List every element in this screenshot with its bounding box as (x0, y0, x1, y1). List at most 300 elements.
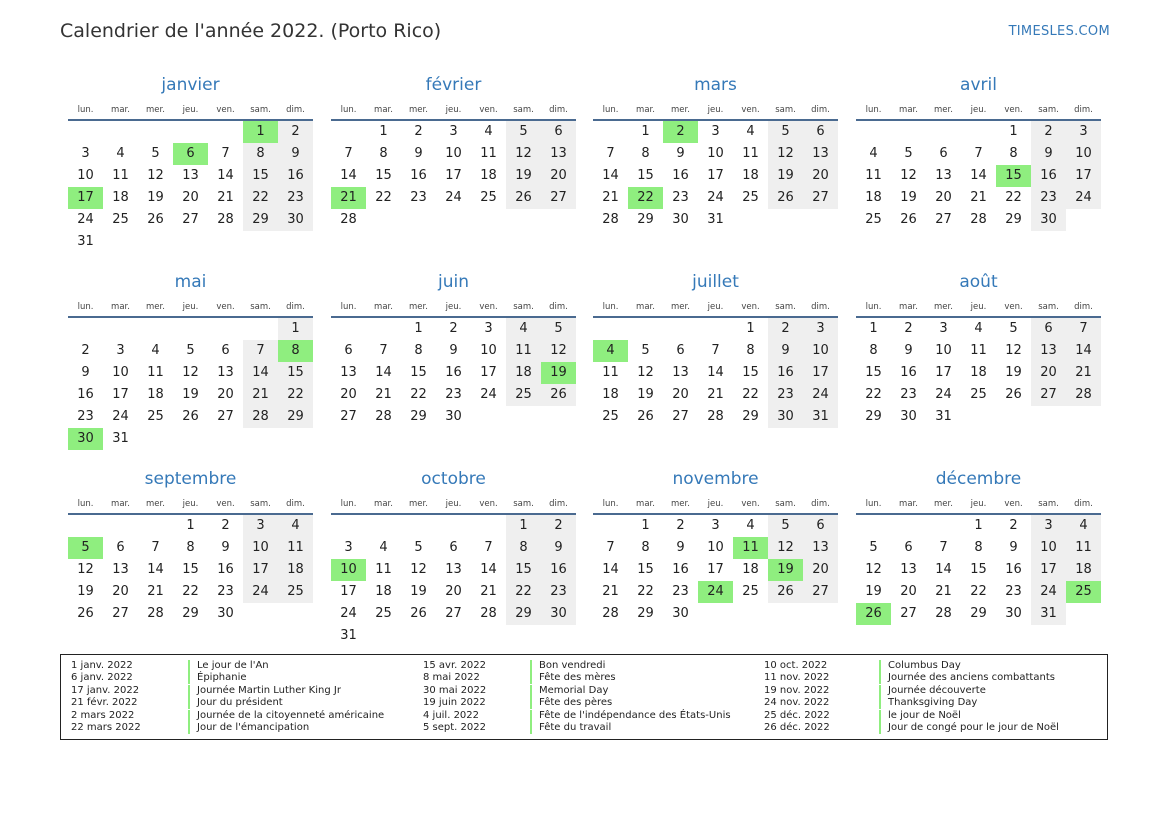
day-cell: 31 (77, 234, 94, 249)
day-cell: 15 (637, 562, 654, 577)
month-name: février (425, 75, 482, 95)
legend-date: 11 nov. 2022 (764, 672, 830, 684)
day-cell: 13 (900, 562, 917, 577)
day-cell: 3 (81, 146, 90, 161)
day-cell: 19 (77, 584, 94, 599)
legend-holiday-name: Fête de l'indépendance des États-Unis (530, 710, 731, 722)
day-cell: 6 (449, 540, 458, 555)
day-cell: 1 (974, 518, 983, 533)
legend-holiday-name: Le jour de l'An (188, 660, 269, 672)
weekday-label: ven. (479, 302, 498, 312)
day-cell: 15 (637, 168, 654, 183)
weekday-label: mer. (146, 105, 165, 115)
day-cell: 4 (278, 515, 313, 537)
day-cell: 28 (217, 212, 234, 227)
day-cell: 21 (970, 190, 987, 205)
weekday-label: sam. (250, 499, 271, 509)
day-cell: 15 (742, 365, 759, 380)
day-cell: 18 (112, 190, 129, 205)
weekday-label: mar. (111, 499, 130, 509)
weekday-label: jeu. (707, 302, 724, 312)
day-cell: 26 (506, 187, 541, 209)
day-cell: 21 (1066, 362, 1101, 384)
day-cell: 31 (707, 212, 724, 227)
day-cell: 25 (742, 584, 759, 599)
day-cell: 2 (81, 343, 90, 358)
day-cell: 19 (147, 190, 164, 205)
weekday-label: ven. (479, 499, 498, 509)
day-cell: 18 (865, 190, 882, 205)
day-cell: 14 (602, 168, 619, 183)
day-cell: 30 (1005, 606, 1022, 621)
holiday-day-cell: 1 (243, 121, 278, 143)
weekday-label: mar. (636, 302, 655, 312)
day-cell: 27 (935, 212, 952, 227)
day-cell: 27 (112, 606, 129, 621)
day-cell: 5 (869, 540, 878, 555)
weekday-label: sam. (250, 302, 271, 312)
day-cell: 27 (900, 606, 917, 621)
weekday-label: lun. (602, 499, 619, 509)
day-cell: 15 (506, 559, 541, 581)
weekday-label: sam. (775, 499, 796, 509)
day-cell: 21 (480, 584, 497, 599)
day-cell: 27 (672, 409, 689, 424)
day-cell: 14 (375, 365, 392, 380)
day-cell: 13 (803, 143, 838, 165)
day-cell: 7 (221, 146, 230, 161)
holiday-day-cell: 8 (278, 340, 313, 362)
day-cell: 19 (768, 165, 803, 187)
day-cell: 9 (414, 146, 423, 161)
weekday-label: jeu. (182, 302, 199, 312)
day-cell: 18 (375, 584, 392, 599)
day-cell: 27 (1031, 384, 1066, 406)
day-cell: 4 (869, 146, 878, 161)
day-cell: 7 (939, 540, 948, 555)
weekday-label: dim. (1074, 499, 1093, 509)
day-cell: 5 (186, 343, 195, 358)
weekday-label: jeu. (445, 499, 462, 509)
day-cell: 10 (803, 340, 838, 362)
day-cell: 18 (1066, 559, 1101, 581)
day-cell: 30 (278, 209, 313, 231)
day-cell: 10 (935, 343, 952, 358)
day-cell: 17 (1031, 559, 1066, 581)
month-name: avril (960, 75, 997, 95)
day-cell: 28 (602, 212, 619, 227)
holiday-day-cell: 4 (593, 340, 628, 362)
day-cell: 26 (900, 212, 917, 227)
day-cell: 27 (803, 581, 838, 603)
day-cell: 9 (81, 365, 90, 380)
legend-holiday-name: Journée Martin Luther King Jr (188, 685, 341, 697)
day-cell: 11 (865, 168, 882, 183)
weekday-label: lun. (865, 302, 882, 312)
day-cell: 14 (243, 362, 278, 384)
day-cell: 25 (865, 212, 882, 227)
month-9 (68, 468, 313, 653)
day-cell: 24 (935, 387, 952, 402)
month-name: octobre (421, 469, 486, 489)
day-cell: 26 (637, 409, 654, 424)
weekday-label: jeu. (445, 302, 462, 312)
day-cell: 13 (340, 365, 357, 380)
legend-holiday-name: Thanksgiving Day (879, 697, 977, 709)
day-cell: 1 (869, 321, 878, 336)
day-cell: 15 (375, 168, 392, 183)
legend-holiday-name: Journée des anciens combattants (879, 672, 1055, 684)
day-cell: 26 (541, 384, 576, 406)
day-cell: 15 (410, 365, 427, 380)
day-cell: 30 (541, 603, 576, 625)
month-name: juillet (692, 272, 739, 292)
day-cell: 9 (541, 537, 576, 559)
day-cell: 3 (449, 124, 458, 139)
day-cell: 4 (151, 343, 160, 358)
calendar-grid (68, 74, 1102, 644)
day-cell: 23 (217, 584, 234, 599)
legend-date: 10 oct. 2022 (764, 660, 828, 671)
day-cell: 2 (676, 518, 685, 533)
day-cell: 20 (803, 165, 838, 187)
day-cell: 16 (278, 165, 313, 187)
day-cell: 16 (768, 362, 803, 384)
day-cell: 12 (506, 143, 541, 165)
weekday-label: mer. (146, 302, 165, 312)
day-cell: 21 (243, 384, 278, 406)
day-cell: 3 (711, 518, 720, 533)
weekday-label: sam. (513, 105, 534, 115)
day-cell: 29 (970, 606, 987, 621)
day-cell: 5 (768, 121, 803, 143)
legend-date: 30 mai 2022 (423, 684, 487, 696)
day-cell: 22 (243, 187, 278, 209)
month-3 (593, 74, 838, 259)
holiday-day-cell: 24 (698, 581, 733, 603)
day-cell: 8 (186, 540, 195, 555)
day-cell: 24 (1066, 187, 1101, 209)
day-cell: 3 (1031, 515, 1066, 537)
day-cell: 23 (278, 187, 313, 209)
weekday-label: jeu. (182, 499, 199, 509)
day-cell: 12 (77, 562, 94, 577)
day-cell: 13 (1031, 340, 1066, 362)
day-cell: 23 (900, 387, 917, 402)
day-cell: 28 (375, 409, 392, 424)
weekday-label: jeu. (970, 302, 987, 312)
weekday-label: sam. (1038, 105, 1059, 115)
day-cell: 8 (869, 343, 878, 358)
day-cell: 24 (445, 190, 462, 205)
weekday-label: jeu. (445, 105, 462, 115)
day-cell: 19 (506, 165, 541, 187)
day-cell: 12 (900, 168, 917, 183)
day-cell: 8 (974, 540, 983, 555)
weekday-label: ven. (479, 105, 498, 115)
day-cell: 2 (414, 124, 423, 139)
day-cell: 18 (278, 559, 313, 581)
day-cell: 10 (445, 146, 462, 161)
day-cell: 23 (672, 584, 689, 599)
weekday-label: dim. (549, 302, 568, 312)
day-cell: 13 (935, 168, 952, 183)
day-cell: 15 (243, 165, 278, 187)
day-cell: 26 (768, 581, 803, 603)
month-10 (331, 468, 576, 653)
day-cell: 9 (449, 343, 458, 358)
day-cell: 28 (480, 606, 497, 621)
day-cell: 23 (1031, 187, 1066, 209)
legend-holiday-name: Journée de la citoyenneté américaine (188, 710, 384, 722)
weekday-label: mer. (934, 105, 953, 115)
day-cell: 20 (900, 584, 917, 599)
day-cell: 18 (147, 387, 164, 402)
day-cell: 23 (768, 384, 803, 406)
weekday-label: jeu. (182, 105, 199, 115)
day-cell: 5 (768, 515, 803, 537)
weekday-label: mar. (111, 105, 130, 115)
day-cell: 19 (410, 584, 427, 599)
weekday-label: mer. (409, 105, 428, 115)
month-name: septembre (144, 469, 237, 489)
day-cell: 22 (375, 190, 392, 205)
day-cell: 7 (974, 146, 983, 161)
day-cell: 14 (147, 562, 164, 577)
weekday-label: ven. (741, 105, 760, 115)
day-cell: 7 (606, 146, 615, 161)
day-cell: 25 (480, 190, 497, 205)
legend-date: 19 nov. 2022 (764, 684, 830, 696)
legend-holiday-name: Memorial Day (530, 685, 608, 697)
day-cell: 28 (147, 606, 164, 621)
day-cell: 3 (344, 540, 353, 555)
day-cell: 13 (112, 562, 129, 577)
weekday-label: ven. (216, 105, 235, 115)
weekday-label: mer. (671, 302, 690, 312)
holiday-day-cell: 21 (331, 187, 366, 209)
day-cell: 6 (116, 540, 125, 555)
day-cell: 25 (375, 606, 392, 621)
weekday-label: jeu. (970, 105, 987, 115)
day-cell: 23 (672, 190, 689, 205)
weekday-label: mar. (636, 499, 655, 509)
day-cell: 22 (182, 584, 199, 599)
day-cell: 17 (112, 387, 129, 402)
day-cell: 12 (147, 168, 164, 183)
day-cell: 5 (904, 146, 913, 161)
day-cell: 8 (746, 343, 755, 358)
legend-holiday-name: Jour de l'émancipation (188, 722, 309, 734)
day-cell: 31 (340, 628, 357, 643)
day-cell: 10 (243, 537, 278, 559)
weekday-label: mar. (899, 105, 918, 115)
weekday-label: dim. (1074, 302, 1093, 312)
day-cell: 2 (904, 321, 913, 336)
legend-date: 24 nov. 2022 (764, 697, 830, 709)
weekday-label: lun. (77, 105, 94, 115)
weekday-label: mer. (671, 499, 690, 509)
legend-date: 4 juil. 2022 (423, 709, 480, 721)
weekday-label: lun. (340, 302, 357, 312)
day-cell: 7 (484, 540, 493, 555)
legend-date: 25 déc. 2022 (764, 709, 830, 721)
day-cell: 17 (707, 562, 724, 577)
month-1 (68, 74, 313, 259)
weekday-label: jeu. (707, 499, 724, 509)
day-cell: 17 (935, 365, 952, 380)
day-cell: 14 (707, 365, 724, 380)
holiday-legend (60, 654, 1108, 740)
legend-holiday-name: Fête du travail (530, 722, 611, 734)
day-cell: 21 (375, 387, 392, 402)
day-cell: 13 (182, 168, 199, 183)
day-cell: 30 (900, 409, 917, 424)
day-cell: 12 (768, 537, 803, 559)
day-cell: 20 (1031, 362, 1066, 384)
legend-date: 22 mars 2022 (71, 722, 141, 733)
day-cell: 17 (803, 362, 838, 384)
day-cell: 20 (340, 387, 357, 402)
day-cell: 13 (541, 143, 576, 165)
day-cell: 21 (602, 584, 619, 599)
weekday-label: mar. (111, 302, 130, 312)
day-cell: 21 (935, 584, 952, 599)
day-cell: 22 (742, 387, 759, 402)
day-cell: 29 (410, 409, 427, 424)
legend-date: 21 févr. 2022 (71, 697, 138, 709)
day-cell: 24 (1031, 581, 1066, 603)
day-cell: 7 (344, 146, 353, 161)
day-cell: 7 (243, 340, 278, 362)
legend-date: 2 mars 2022 (71, 709, 135, 721)
weekday-label: ven. (1004, 302, 1023, 312)
legend-date: 6 janv. 2022 (71, 672, 133, 684)
day-cell: 5 (541, 318, 576, 340)
weekday-label: sam. (513, 302, 534, 312)
day-cell: 13 (672, 365, 689, 380)
day-cell: 9 (1031, 143, 1066, 165)
day-cell: 12 (865, 562, 882, 577)
weekday-label: ven. (216, 302, 235, 312)
day-cell: 10 (1066, 143, 1101, 165)
day-cell: 6 (803, 515, 838, 537)
day-cell: 28 (970, 212, 987, 227)
weekday-label: ven. (1004, 105, 1023, 115)
day-cell: 30 (768, 406, 803, 428)
day-cell: 20 (445, 584, 462, 599)
day-cell: 11 (506, 340, 541, 362)
day-cell: 9 (768, 340, 803, 362)
day-cell: 14 (1066, 340, 1101, 362)
day-cell: 25 (112, 212, 129, 227)
weekday-label: mer. (409, 499, 428, 509)
day-cell: 24 (77, 212, 94, 227)
weekday-label: mar. (374, 302, 393, 312)
weekday-label: dim. (549, 499, 568, 509)
day-cell: 23 (445, 387, 462, 402)
day-cell: 29 (742, 409, 759, 424)
day-cell: 12 (768, 143, 803, 165)
day-cell: 29 (1005, 212, 1022, 227)
day-cell: 16 (541, 559, 576, 581)
legend-date: 8 mai 2022 (423, 672, 480, 684)
day-cell: 5 (1009, 321, 1018, 336)
day-cell: 7 (151, 540, 160, 555)
legend-date: 19 juin 2022 (423, 697, 486, 709)
day-cell: 5 (506, 121, 541, 143)
day-cell: 19 (900, 190, 917, 205)
weekday-label: lun. (340, 105, 357, 115)
day-cell: 22 (865, 387, 882, 402)
day-cell: 28 (707, 409, 724, 424)
day-cell: 26 (768, 187, 803, 209)
day-cell: 2 (1031, 121, 1066, 143)
month-8 (856, 271, 1101, 456)
holiday-day-cell: 26 (856, 603, 891, 625)
day-cell: 26 (410, 606, 427, 621)
day-cell: 22 (506, 581, 541, 603)
day-cell: 25 (506, 384, 541, 406)
legend-holiday-name: Fête des pères (530, 697, 612, 709)
day-cell: 6 (676, 343, 685, 358)
day-cell: 16 (1031, 165, 1066, 187)
weekday-label: mar. (899, 302, 918, 312)
holiday-day-cell: 15 (996, 165, 1031, 187)
day-cell: 28 (243, 406, 278, 428)
month-6 (331, 271, 576, 456)
day-cell: 7 (1066, 318, 1101, 340)
day-cell: 12 (182, 365, 199, 380)
day-cell: 19 (182, 387, 199, 402)
weekday-label: mer. (146, 499, 165, 509)
day-cell: 1 (379, 124, 388, 139)
day-cell: 27 (182, 212, 199, 227)
holiday-day-cell: 30 (68, 428, 103, 450)
day-cell: 20 (182, 190, 199, 205)
day-cell: 31 (1031, 603, 1066, 625)
day-cell: 22 (1005, 190, 1022, 205)
day-cell: 30 (672, 212, 689, 227)
weekday-label: dim. (811, 499, 830, 509)
month-name: mai (174, 272, 207, 292)
month-name: janvier (161, 75, 220, 95)
day-cell: 31 (112, 431, 129, 446)
day-cell: 19 (865, 584, 882, 599)
legend-holiday-name: Columbus Day (879, 660, 961, 672)
day-cell: 3 (711, 124, 720, 139)
day-cell: 29 (182, 606, 199, 621)
day-cell: 6 (939, 146, 948, 161)
day-cell: 21 (147, 584, 164, 599)
day-cell: 14 (935, 562, 952, 577)
weekday-label: mar. (636, 105, 655, 115)
day-cell: 25 (147, 409, 164, 424)
day-cell: 26 (1005, 387, 1022, 402)
weekday-label: sam. (513, 499, 534, 509)
day-cell: 23 (541, 581, 576, 603)
day-cell: 13 (217, 365, 234, 380)
day-cell: 25 (278, 581, 313, 603)
site-logo-text[interactable]: TIMESLES.COM (1008, 24, 1110, 39)
day-cell: 6 (221, 343, 230, 358)
day-cell: 9 (676, 540, 685, 555)
weekday-label: mar. (374, 105, 393, 115)
day-cell: 20 (112, 584, 129, 599)
day-cell: 7 (711, 343, 720, 358)
month-7 (593, 271, 838, 456)
holiday-day-cell: 22 (628, 187, 663, 209)
